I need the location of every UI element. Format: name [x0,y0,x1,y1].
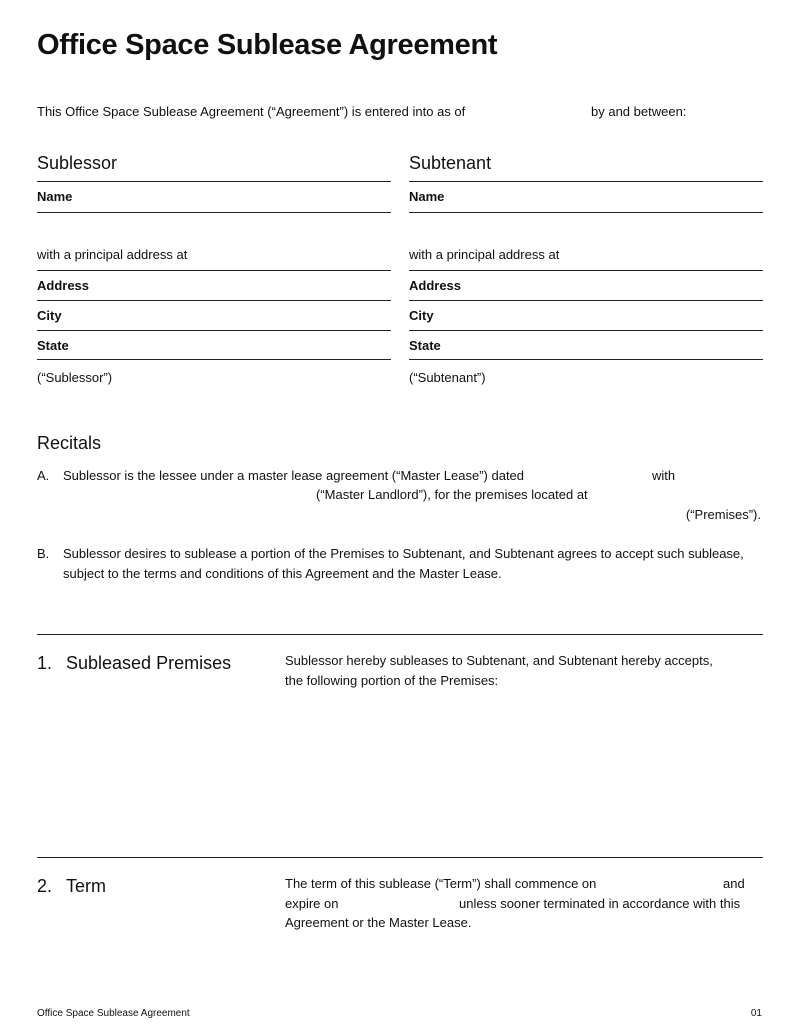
page-title: Office Space Sublease Agreement [37,29,498,61]
section-2-line2: expire on [285,896,339,911]
section-2-line2-tail: unless sooner terminated in accordance with this [459,896,741,911]
subtenant-city-field[interactable] [409,330,763,331]
recital-b-line2: subject to the terms and conditions of this Agreement and the Master Lease. [63,566,502,581]
sublessor-state-label: State [37,338,69,353]
subtenant-state-field[interactable] [409,359,763,360]
section-2-line1-tail: and [723,876,745,891]
section-2-line1: The term of this sublease (“Term”) shall commence on [285,876,597,891]
subtenant-state-label: State [409,338,441,353]
sublessor-defined-term: (“Sublessor”) [37,370,113,385]
section-2-line3: Agreement or the Master Lease. [285,915,472,930]
subtenant-name-field[interactable] [409,212,763,213]
recitals-heading: Recitals [37,433,102,453]
section-2-number: 2. [37,876,53,896]
sublessor-name-field[interactable] [37,212,391,213]
recital-b-line1: Sublessor desires to sublease a portion of the Premises to Subtenant, and Subtenant agrees to accept such sublease, [63,546,744,561]
section-1-number: 1. [37,653,53,673]
section-divider [37,857,763,858]
footer-title: Office Space Sublease Agreement [37,1008,190,1019]
recital-a-line1-tail: with [652,468,676,483]
sublessor-name-label: Name [37,189,73,204]
subtenant-address-field[interactable] [409,300,763,301]
sublessor-address-field[interactable] [37,300,391,301]
subtenant-defined-term: (“Subtenant”) [409,370,486,385]
sublessor-address-intro-rule [37,270,391,271]
intro-text: This Office Space Sublease Agreement (“Agreement”) is entered into as of [37,104,466,119]
sublessor-address-intro: with a principal address at [37,247,188,262]
recital-a-line1: Sublessor is the lessee under a master lease agreement (“Master Lease”) dated [63,468,525,483]
sublessor-heading-rule [37,181,391,182]
intro-tail: by and between: [591,104,687,119]
subtenant-address-label: Address [409,278,462,293]
section-divider [37,634,763,635]
subtenant-address-intro-rule [409,270,763,271]
sublessor-city-label: City [37,308,62,323]
section-1-line1: Sublessor hereby subleases to Subtenant, and Subtenant hereby accepts, [285,653,713,668]
recital-a-line2: (“Master Landlord”), for the premises located at [316,487,588,502]
subtenant-heading: Subtenant [409,153,492,173]
subtenant-city-label: City [409,308,434,323]
page-number: 01 [750,1008,762,1019]
recital-b-letter: B. [37,546,50,561]
sublessor-address-label: Address [37,278,90,293]
section-1-line2: the following portion of the Premises: [285,673,499,688]
subtenant-name-label: Name [409,189,445,204]
sublessor-heading: Sublessor [37,153,118,173]
section-2-title: Term [66,876,106,896]
sublessor-city-field[interactable] [37,330,391,331]
recital-a-letter: A. [37,468,50,483]
section-1-title: Subleased Premises [66,653,232,673]
subtenant-address-intro: with a principal address at [409,247,560,262]
subtenant-heading-rule [409,181,763,182]
sublessor-state-field[interactable] [37,359,391,360]
recital-a-line3: (“Premises”). [685,507,761,522]
